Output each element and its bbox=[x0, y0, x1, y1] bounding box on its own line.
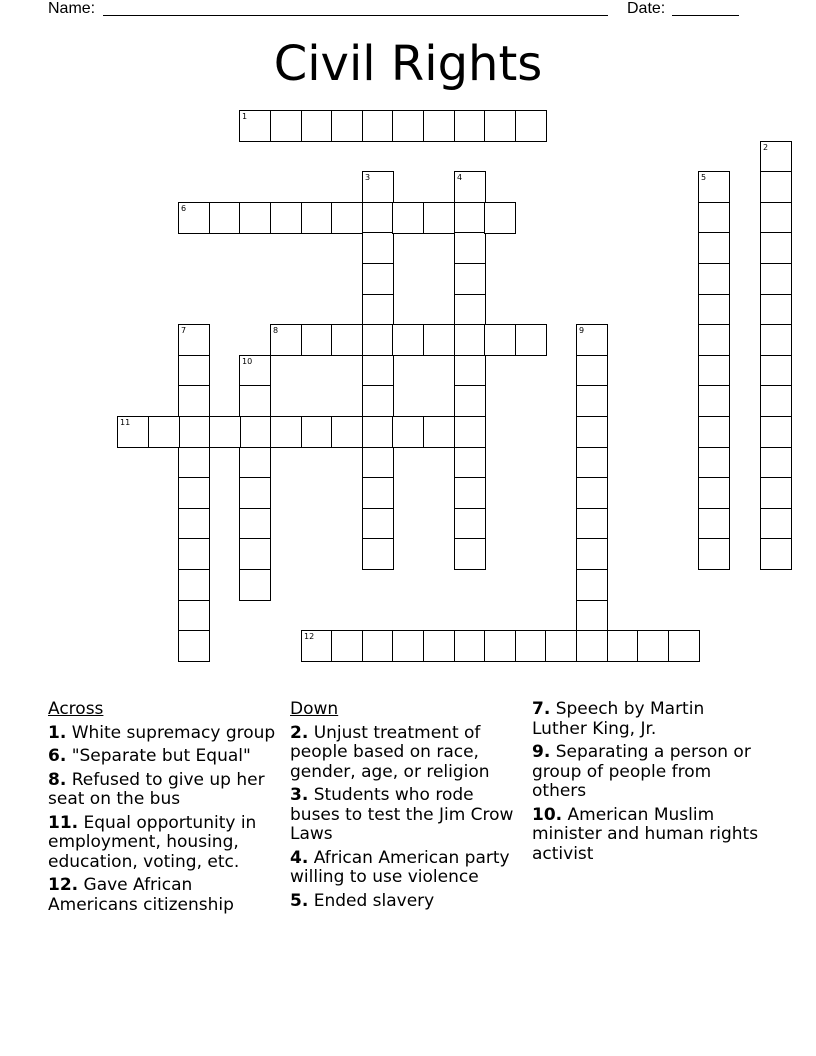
grid-cell[interactable] bbox=[760, 294, 792, 326]
grid-cell[interactable] bbox=[698, 202, 730, 234]
clue-across-11 bbox=[48, 814, 280, 873]
grid-cell[interactable] bbox=[362, 171, 394, 203]
grid-cell[interactable] bbox=[760, 447, 792, 479]
grid-cell[interactable] bbox=[362, 477, 394, 509]
grid-cell[interactable] bbox=[178, 569, 210, 601]
grid-cell[interactable] bbox=[576, 477, 608, 509]
grid-cell[interactable] bbox=[331, 324, 363, 356]
grid-cell[interactable] bbox=[576, 385, 608, 417]
grid-cell[interactable] bbox=[362, 385, 394, 417]
grid-cell[interactable] bbox=[454, 294, 486, 326]
grid-cell[interactable] bbox=[392, 110, 424, 142]
grid-cell[interactable] bbox=[576, 355, 608, 387]
cell-number: 2 bbox=[763, 143, 769, 152]
cell-number: 5 bbox=[701, 173, 707, 182]
grid-cell[interactable] bbox=[392, 416, 424, 448]
grid-cell[interactable] bbox=[239, 202, 271, 234]
clue-down-4 bbox=[290, 849, 522, 888]
grid-cell[interactable] bbox=[454, 232, 486, 264]
clue-text: Equal opportunity in employment, housing, education, voting, etc. bbox=[48, 812, 257, 872]
grid-cell[interactable] bbox=[698, 232, 730, 264]
clue-number: 10. bbox=[532, 804, 563, 825]
grid-cell[interactable] bbox=[178, 416, 210, 448]
clue-text: Unjust treatment of people based on race, gender, age, or religion bbox=[290, 722, 490, 782]
clue-text: Refused to give up her seat on the bus bbox=[48, 769, 265, 809]
grid-cell[interactable] bbox=[454, 263, 486, 295]
grid-cell[interactable] bbox=[698, 385, 730, 417]
cell-number: 6 bbox=[181, 204, 187, 213]
grid-cell[interactable] bbox=[362, 202, 394, 234]
grid-cell[interactable] bbox=[698, 416, 730, 448]
grid-cell[interactable] bbox=[760, 477, 792, 509]
grid-cell[interactable] bbox=[362, 416, 394, 448]
grid-cell[interactable] bbox=[392, 630, 424, 662]
name-label: Name: bbox=[48, 0, 96, 17]
clue-number: 9. bbox=[532, 742, 551, 762]
cell-number: 7 bbox=[181, 326, 187, 335]
cell-number: 4 bbox=[457, 173, 463, 182]
down-clues-continued bbox=[532, 700, 764, 868]
clue-text: "Separate but Equal" bbox=[66, 746, 251, 766]
clue-across-12 bbox=[48, 876, 280, 915]
grid-cell[interactable] bbox=[515, 324, 547, 356]
grid-cell[interactable] bbox=[760, 263, 792, 295]
grid-cell[interactable] bbox=[362, 508, 394, 540]
clue-down-10 bbox=[532, 806, 764, 865]
grid-cell[interactable] bbox=[698, 538, 730, 570]
grid-cell[interactable] bbox=[760, 508, 792, 540]
grid-cell[interactable] bbox=[239, 569, 271, 601]
clue-text: Students who rode buses to test the Jim Crow Laws bbox=[290, 785, 514, 844]
grid-cell[interactable] bbox=[484, 202, 516, 234]
grid-cell[interactable] bbox=[301, 324, 333, 356]
grid-cell[interactable] bbox=[301, 110, 333, 142]
date-label: Date: bbox=[627, 0, 666, 17]
grid-cell[interactable] bbox=[178, 538, 210, 570]
grid-cell[interactable] bbox=[698, 324, 730, 356]
grid-cell[interactable] bbox=[576, 630, 608, 662]
grid-cell[interactable] bbox=[545, 630, 577, 662]
grid-cell[interactable] bbox=[362, 232, 394, 264]
grid-cell[interactable] bbox=[576, 508, 608, 540]
grid-cell[interactable] bbox=[454, 447, 486, 479]
grid-cell[interactable] bbox=[239, 110, 271, 142]
grid-cell[interactable] bbox=[362, 630, 394, 662]
grid-cell[interactable] bbox=[760, 416, 792, 448]
clue-text: White supremacy group bbox=[66, 722, 276, 743]
grid-cell[interactable] bbox=[454, 416, 486, 448]
grid-cell[interactable] bbox=[454, 477, 486, 509]
clue-number: 6. bbox=[48, 746, 67, 766]
clue-across-8 bbox=[48, 771, 280, 810]
grid-cell[interactable] bbox=[178, 355, 210, 387]
clue-number: 1. bbox=[48, 722, 67, 743]
grid-cell[interactable] bbox=[178, 202, 210, 234]
grid-cell[interactable] bbox=[454, 324, 486, 356]
grid-cell[interactable] bbox=[178, 630, 210, 662]
clue-text: Speech by Martin Luther King, Jr. bbox=[532, 699, 705, 739]
grid-cell[interactable] bbox=[239, 477, 271, 509]
across-clues bbox=[48, 700, 280, 919]
clue-text: Separating a person or group of people from others bbox=[532, 742, 751, 801]
grid-cell[interactable] bbox=[423, 416, 455, 448]
grid-cell[interactable] bbox=[423, 110, 455, 142]
grid-cell[interactable] bbox=[760, 324, 792, 356]
grid-cell[interactable] bbox=[239, 538, 271, 570]
down-heading: Down bbox=[290, 699, 339, 719]
grid-cell[interactable] bbox=[301, 416, 333, 448]
clue-text: Gave African Americans citizenship bbox=[48, 875, 234, 915]
grid-cell[interactable] bbox=[760, 141, 792, 173]
clue-number: 2. bbox=[290, 722, 309, 743]
grid-cell[interactable] bbox=[392, 324, 424, 356]
grid-cell[interactable] bbox=[178, 600, 210, 632]
grid-cell[interactable] bbox=[454, 538, 486, 570]
grid-cell[interactable] bbox=[239, 385, 271, 417]
grid-cell[interactable] bbox=[331, 202, 363, 234]
grid-cell[interactable] bbox=[362, 447, 394, 479]
grid-cell[interactable] bbox=[178, 385, 210, 417]
grid-cell[interactable] bbox=[423, 630, 455, 662]
grid-cell[interactable] bbox=[301, 202, 333, 234]
grid-cell[interactable] bbox=[423, 202, 455, 234]
grid-cell[interactable] bbox=[668, 630, 700, 662]
clue-number: 7. bbox=[532, 699, 551, 719]
grid-cell[interactable] bbox=[239, 355, 271, 387]
grid-cell[interactable] bbox=[760, 202, 792, 234]
clue-down-2 bbox=[290, 724, 522, 783]
grid-cell[interactable] bbox=[698, 294, 730, 326]
grid-cell[interactable] bbox=[270, 202, 302, 234]
page-title: Civil Rights bbox=[273, 36, 543, 92]
grid-cell[interactable] bbox=[576, 569, 608, 601]
cell-number: 12 bbox=[304, 632, 315, 641]
grid-cell[interactable] bbox=[760, 355, 792, 387]
clue-number: 8. bbox=[48, 769, 67, 790]
grid-cell[interactable] bbox=[698, 447, 730, 479]
grid-cell[interactable] bbox=[760, 232, 792, 264]
clue-text: American Muslim minister and human rights activist bbox=[532, 804, 759, 864]
grid-cell[interactable] bbox=[117, 416, 149, 448]
cell-number: 10 bbox=[242, 357, 253, 366]
grid-cell[interactable] bbox=[239, 416, 271, 448]
grid-cell[interactable] bbox=[698, 508, 730, 540]
grid-cell[interactable] bbox=[698, 477, 730, 509]
clue-number: 11. bbox=[48, 812, 79, 833]
grid-cell[interactable] bbox=[576, 416, 608, 448]
grid-cell[interactable] bbox=[362, 324, 394, 356]
grid-cell[interactable] bbox=[760, 538, 792, 570]
clue-number: 5. bbox=[290, 890, 309, 911]
grid-cell[interactable] bbox=[178, 508, 210, 540]
grid-cell[interactable] bbox=[454, 171, 486, 203]
grid-cell[interactable] bbox=[148, 416, 180, 448]
clue-number: 4. bbox=[290, 847, 309, 868]
cell-number: 9 bbox=[579, 326, 585, 335]
cell-number: 1 bbox=[242, 112, 248, 121]
clue-across-6 bbox=[48, 747, 280, 767]
grid-cell[interactable] bbox=[454, 110, 486, 142]
across-heading: Across bbox=[48, 699, 104, 719]
clue-down-9 bbox=[532, 743, 764, 802]
grid-cell[interactable] bbox=[301, 630, 333, 662]
grid-cell[interactable] bbox=[454, 355, 486, 387]
grid-cell[interactable] bbox=[576, 447, 608, 479]
grid-cell[interactable] bbox=[454, 202, 486, 234]
grid-cell[interactable] bbox=[484, 630, 516, 662]
grid-cell[interactable] bbox=[362, 110, 394, 142]
grid-cell[interactable] bbox=[484, 110, 516, 142]
grid-cell[interactable] bbox=[576, 324, 608, 356]
grid-cell[interactable] bbox=[239, 447, 271, 479]
grid-cell[interactable] bbox=[423, 324, 455, 356]
clue-text: African American party willing to use violence bbox=[290, 847, 510, 887]
clue-number: 12. bbox=[48, 875, 79, 895]
grid-cell[interactable] bbox=[270, 110, 302, 142]
grid-cell[interactable] bbox=[209, 202, 241, 234]
grid-cell[interactable] bbox=[178, 477, 210, 509]
grid-cell[interactable] bbox=[270, 324, 302, 356]
grid-cell[interactable] bbox=[454, 385, 486, 417]
grid-cell[interactable] bbox=[239, 508, 271, 540]
clue-text: Ended slavery bbox=[308, 890, 435, 911]
grid-cell[interactable] bbox=[362, 538, 394, 570]
grid-cell[interactable] bbox=[362, 355, 394, 387]
cell-number: 3 bbox=[365, 173, 371, 182]
grid-cell[interactable] bbox=[760, 385, 792, 417]
clue-down-5 bbox=[290, 892, 522, 912]
grid-cell[interactable] bbox=[454, 508, 486, 540]
grid-cell[interactable] bbox=[698, 263, 730, 295]
down-clues bbox=[290, 700, 522, 915]
grid-cell[interactable] bbox=[637, 630, 669, 662]
grid-cell[interactable] bbox=[331, 110, 363, 142]
grid-cell[interactable] bbox=[331, 416, 363, 448]
grid-cell[interactable] bbox=[698, 355, 730, 387]
grid-cell[interactable] bbox=[607, 630, 639, 662]
grid-cell[interactable] bbox=[515, 110, 547, 142]
grid-cell[interactable] bbox=[454, 630, 486, 662]
grid-cell[interactable] bbox=[392, 202, 424, 234]
grid-cell[interactable] bbox=[760, 171, 792, 203]
grid-cell[interactable] bbox=[362, 263, 394, 295]
clue-down-7 bbox=[532, 700, 764, 739]
grid-cell[interactable] bbox=[331, 630, 363, 662]
grid-cell[interactable] bbox=[698, 171, 730, 203]
clue-across-1 bbox=[48, 724, 280, 744]
cell-number: 8 bbox=[273, 326, 279, 335]
grid-cell[interactable] bbox=[209, 416, 241, 448]
grid-cell[interactable] bbox=[484, 324, 516, 356]
grid-cell[interactable] bbox=[576, 538, 608, 570]
clue-down-3 bbox=[290, 786, 522, 845]
clue-number: 3. bbox=[290, 785, 309, 805]
grid-cell[interactable] bbox=[576, 600, 608, 632]
grid-cell[interactable] bbox=[270, 416, 302, 448]
grid-cell[interactable] bbox=[362, 294, 394, 326]
grid-cell[interactable] bbox=[178, 324, 210, 356]
grid-cell[interactable] bbox=[515, 630, 547, 662]
cell-number: 11 bbox=[120, 418, 131, 427]
grid-cell[interactable] bbox=[178, 447, 210, 479]
